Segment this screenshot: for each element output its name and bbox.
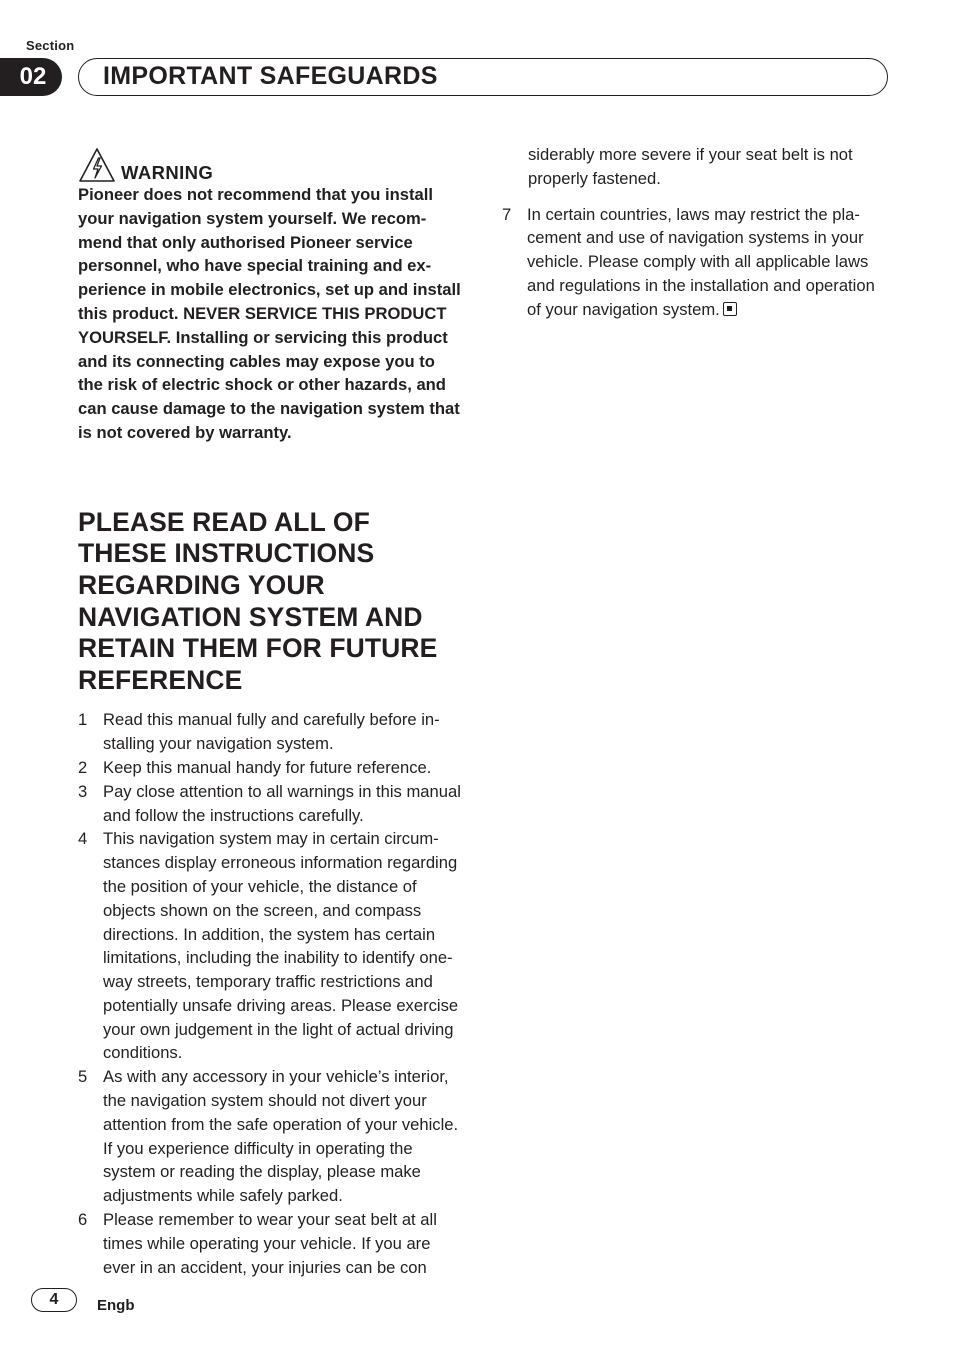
list-item [78, 1208, 464, 1279]
list-item-text: In certain countries, laws may restrict the placement and use of navigation systems in your vehicle. Please comply with all applicable laws and regulations in the installation and operation of your navigation system. [527, 204, 875, 319]
right-column [502, 143, 892, 322]
list-item-number: 3 [78, 781, 88, 801]
list-item [78, 1065, 464, 1208]
list-item-number: 5 [78, 1067, 88, 1087]
warning-triangle-icon [78, 147, 116, 183]
list-item-text: Pay close attention to all warnings in this manual and follow the instructions carefully. [103, 781, 461, 825]
warning-header [78, 145, 464, 183]
warning-label: WARNING [121, 162, 214, 183]
list-item-number: 7 [502, 204, 512, 224]
list-item-text: Please remember to wear your seat belt at all times while operating your vehicle. If you are ever in an accident, your injuries can be con [103, 1210, 437, 1277]
list-item-number: 2 [78, 757, 88, 777]
list-item [78, 780, 464, 828]
list-item-text: Keep this manual handy for future reference. [103, 757, 432, 777]
warning-text: Pioneer does not recommend that you install your navigation system yourself. We recommend that only authorised Pioneer service personnel, who have special training and experience in mobile electronics, set up and install this product. NEVER SERVICE THIS PRODUCT YOURSELF. Installing or servicing this product and its connecting cables may expose you to the risk of electric shock or other hazards, and can cause damage to the navigation system that is not covered by warranty. [78, 185, 461, 442]
instructions-heading: PLEASE READ ALL OF THESE INSTRUCTIONS REGARDING YOUR NAVIGATION SYSTEM AND RETAIN THEM FOR FUTURE REFERENCE [78, 506, 438, 695]
language-code: Engb [97, 1297, 135, 1314]
list-item-number: 4 [78, 829, 88, 849]
list-item-number: 1 [78, 710, 88, 730]
list-item-text: As with any accessory in your vehicle’s interior, the navigation system should not divert your attention from the safe operation of your vehicle. If you experience difficulty in operating the system or reading the display, please make adjustments while safely parked. [103, 1067, 459, 1206]
list-item [78, 756, 464, 780]
instructions-list-continued [502, 203, 892, 322]
instructions-list [78, 708, 464, 1279]
list-item-text: This navigation system may in certain circumstances display erroneous information regarding the position of your vehicle, the distance of objects shown on the screen, and compass directions. In addition, the system has certain limitations, including the inability to identify one-way streets, temporary traffic restrictions and potentially unsafe driving areas. Please exercise your own judgement in the light of actual driving conditions. [103, 829, 459, 1063]
section-title-box [78, 58, 888, 96]
list-item-number: 6 [78, 1210, 88, 1230]
list-item [78, 827, 464, 1065]
page-number: 4 [31, 1288, 77, 1312]
section-label: Section [26, 38, 75, 53]
end-of-section-icon [723, 302, 737, 316]
section-title: IMPORTANT SAFEGUARDS [103, 62, 438, 90]
list-item [78, 708, 464, 756]
section-number: 02 [0, 58, 62, 96]
list-item-continued: siderably more severe if your seat belt is not properly fastened. [528, 145, 853, 188]
list-item [502, 203, 892, 322]
left-column [78, 145, 464, 1279]
list-item-text: Read this manual fully and carefully before installing your navigation system. [103, 710, 440, 754]
